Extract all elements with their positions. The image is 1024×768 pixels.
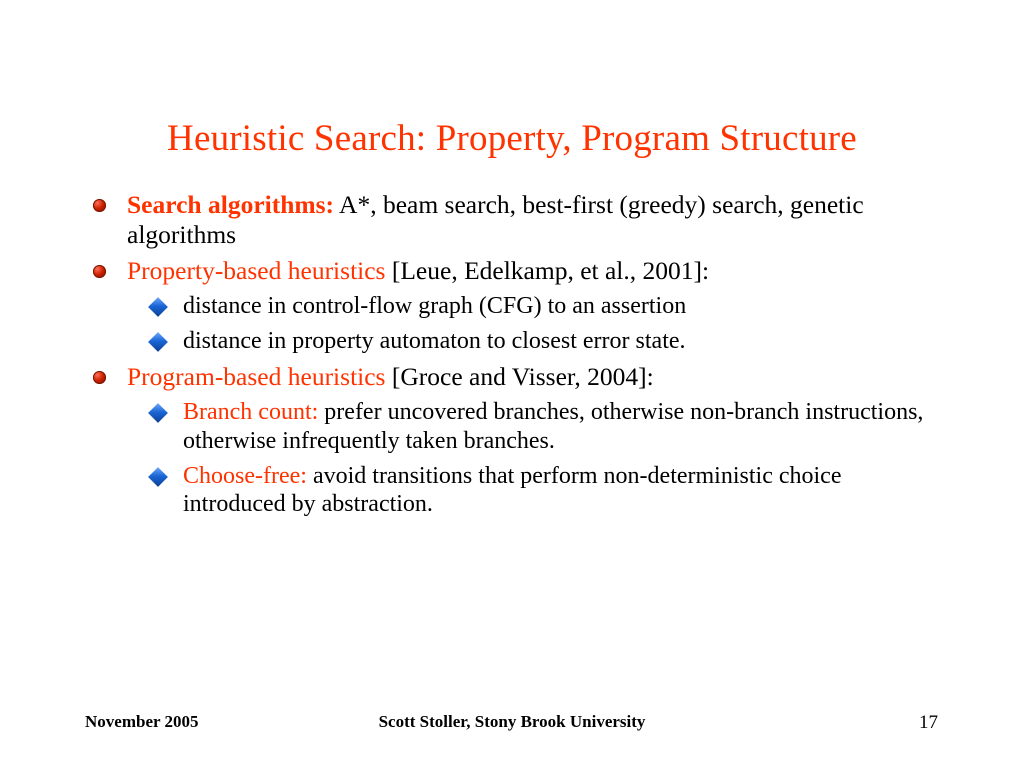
- bullet-sphere-icon: [93, 265, 106, 278]
- list-item: [85, 327, 945, 356]
- bullet-text: [Leue, Edelkamp, et al., 2001]:: [385, 256, 710, 286]
- bullet-sphere-icon: [93, 371, 106, 384]
- bullet-text: prefer uncovered branches, otherwise non-branch instructions, otherwise infrequently taken branches.: [183, 398, 924, 454]
- bullet-text: distance in control-flow graph (CFG) to an assertion: [183, 293, 687, 320]
- footer-page-number: 17: [919, 712, 938, 733]
- footer-date: November 2005: [85, 712, 199, 731]
- bullet-text: distance in property automaton to closest error state.: [183, 328, 686, 355]
- list-item: [85, 362, 945, 392]
- bullet-diamond-icon: [148, 297, 168, 317]
- page-title: Heuristic Search: Property, Program Structure: [167, 117, 857, 159]
- footer-author: Scott Stoller, Stony Brook University: [378, 712, 646, 731]
- list-item: [85, 292, 945, 321]
- bullet-diamond-icon: [148, 467, 168, 487]
- list-item: [85, 190, 945, 250]
- list-item: [85, 462, 945, 520]
- bullet-lead: Search algorithms:: [127, 190, 335, 219]
- bullet-sphere-icon: [93, 199, 106, 212]
- bullet-text: A*, beam search, best-first (greedy) search, genetic algorithms: [127, 190, 864, 250]
- bullet-text: [Groce and Visser, 2004]:: [385, 361, 654, 391]
- bullet-lead: Branch count:: [183, 398, 319, 425]
- list-item: [85, 398, 945, 456]
- bullet-lead: Property-based heuristics: [127, 256, 386, 286]
- list-item: [85, 256, 945, 286]
- slide-body: [85, 190, 945, 525]
- bullet-lead: Choose-free:: [183, 462, 307, 489]
- bullet-diamond-icon: [148, 332, 168, 352]
- bullet-lead: Program-based heuristics: [127, 361, 386, 391]
- bullet-diamond-icon: [148, 403, 168, 423]
- bullet-text: avoid transitions that perform non-deterministic choice introduced by abstraction.: [183, 462, 842, 518]
- slide-footer: [0, 712, 1024, 734]
